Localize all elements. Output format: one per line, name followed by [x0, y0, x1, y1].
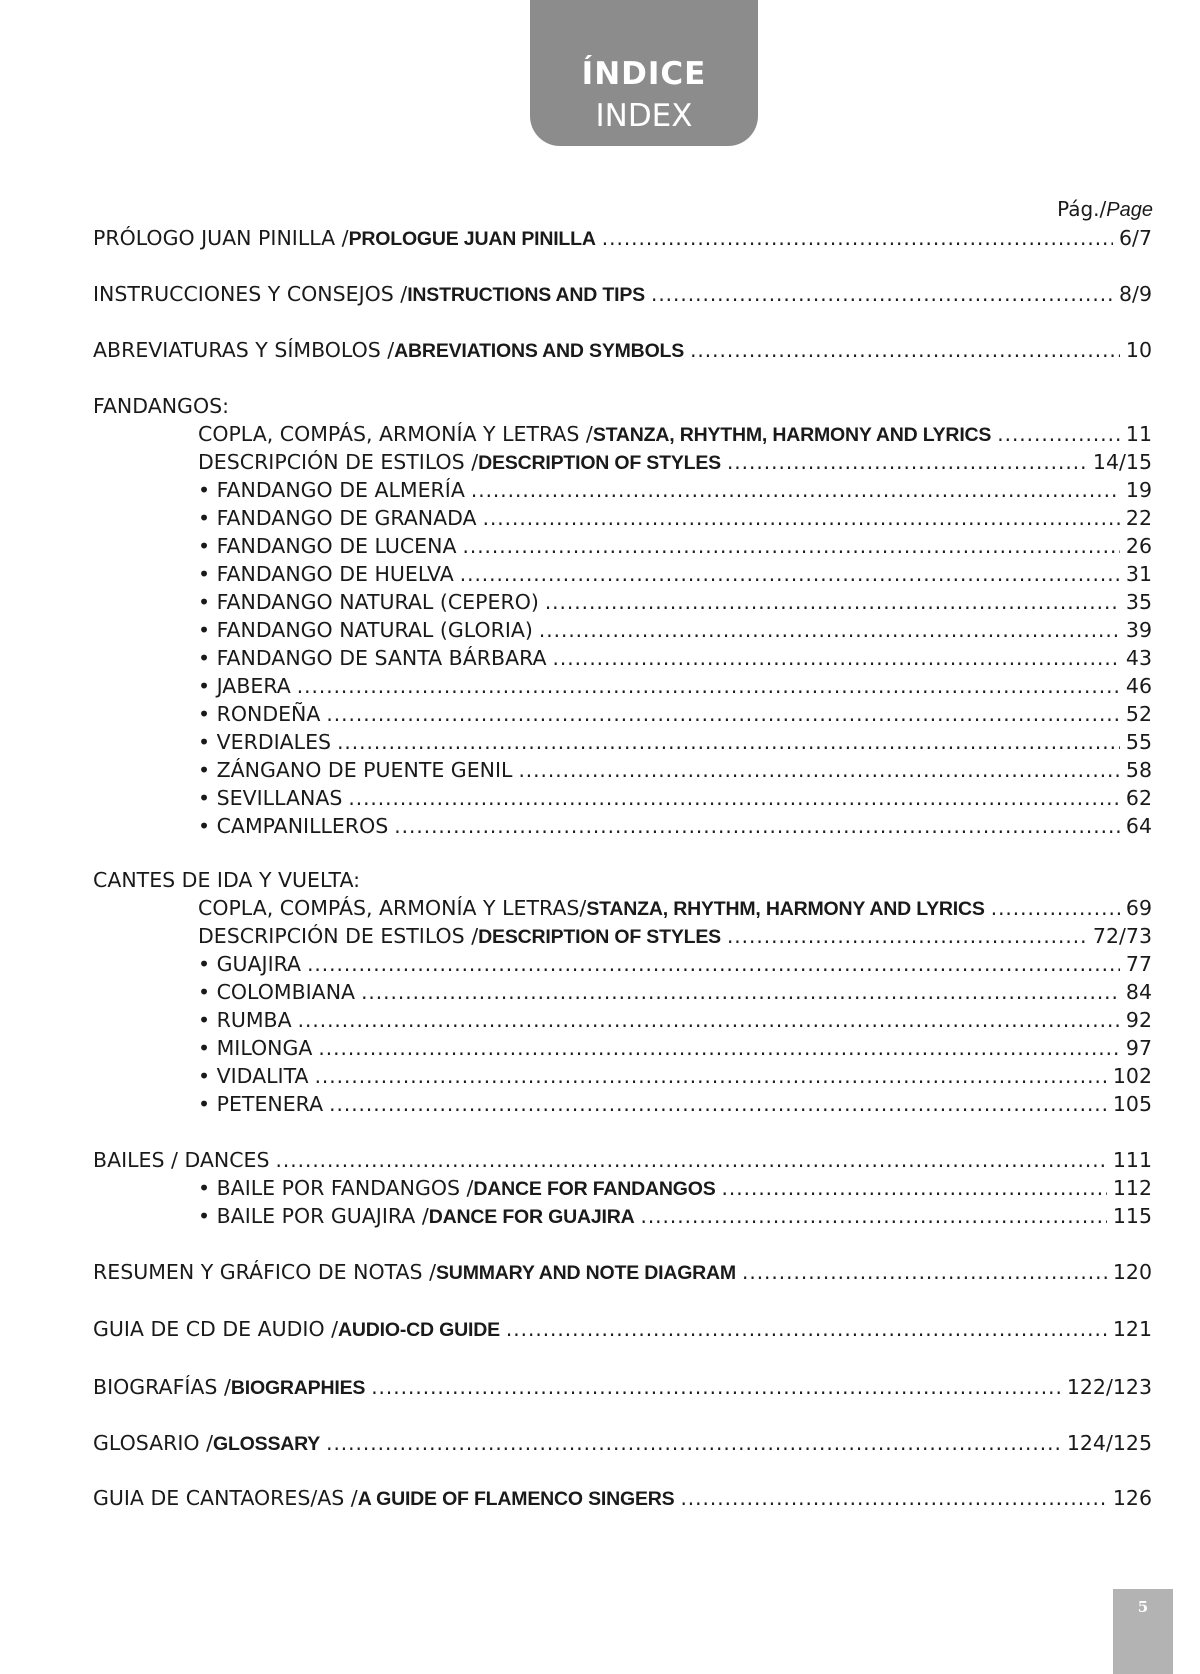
- toc-entry-fandango-granada[interactable]: [198, 504, 1152, 532]
- entry-page-number: 121: [1112, 1317, 1152, 1341]
- dot-leader: [276, 1146, 1107, 1174]
- entry-label-es: GLOSARIO /: [93, 1431, 213, 1455]
- entry-label-es: INSTRUCCIONES Y CONSEJOS /: [93, 282, 408, 306]
- entry-page-number: 35: [1125, 590, 1152, 614]
- dot-leader: [361, 978, 1120, 1006]
- entry-page-number: 26: [1125, 534, 1152, 558]
- toc-entry-cantes-copla[interactable]: [198, 894, 1152, 922]
- entry-page-number: 31: [1125, 562, 1152, 586]
- toc-entry-zangano[interactable]: [198, 756, 1152, 784]
- entry-page-number: 84: [1125, 980, 1152, 1004]
- toc-entry-vidalita[interactable]: [198, 1062, 1152, 1090]
- entry-page-number: 8/9: [1119, 282, 1152, 306]
- dot-leader: [460, 560, 1120, 588]
- toc-entry-fandango-santa-barbara[interactable]: [198, 644, 1152, 672]
- entry-page-number: 55: [1125, 730, 1152, 754]
- toc-entry-guajira[interactable]: [198, 950, 1152, 978]
- toc-entry-fandango-natural-cepero[interactable]: [198, 588, 1152, 616]
- entry-label-es: DESCRIPCIÓN DE ESTILOS /: [198, 450, 479, 474]
- entry-page-number: 14/15: [1092, 450, 1152, 474]
- entry-label: • RUMBA: [198, 1008, 292, 1032]
- entry-label-en: SUMMARY AND NOTE DIAGRAM: [436, 1262, 736, 1284]
- dot-leader: [518, 756, 1119, 784]
- toc-entry-abreviaturas[interactable]: [93, 336, 1152, 364]
- dot-leader: [539, 616, 1120, 644]
- dot-leader: [680, 1484, 1106, 1512]
- dot-leader: [727, 922, 1087, 950]
- toc-entry-glosario[interactable]: [93, 1429, 1152, 1457]
- dot-leader: [471, 476, 1120, 504]
- entry-label: • MILONGA: [198, 1036, 313, 1060]
- entry-label: • JABERA: [198, 674, 291, 698]
- dot-leader: [371, 1373, 1061, 1401]
- entry-label: • RONDEÑA: [198, 702, 321, 726]
- entry-page-number: 112: [1112, 1176, 1152, 1200]
- entry-label-en: DANCE FOR FANDANGOS: [473, 1178, 716, 1200]
- entry-label-en: ABREVIATIONS AND SYMBOLS: [394, 340, 685, 362]
- entry-label: • FANDANGO DE HUELVA: [198, 562, 454, 586]
- index-header-tab: [530, 0, 758, 146]
- toc-entry-fandango-natural-gloria[interactable]: [198, 616, 1152, 644]
- entry-page-number: 120: [1112, 1260, 1152, 1284]
- entry-label-en: DESCRIPTION OF STYLES: [478, 452, 721, 474]
- entry-label-en: BIOGRAPHIES: [230, 1377, 366, 1399]
- entry-page-number: 39: [1125, 618, 1152, 642]
- entry-page-number: 64: [1125, 814, 1152, 838]
- dot-leader: [348, 784, 1120, 812]
- dot-leader: [298, 1006, 1120, 1034]
- entry-label: BAILES / DANCES: [93, 1148, 270, 1172]
- section-heading-fandangos: FANDANGOS:: [93, 394, 229, 418]
- dot-leader: [307, 950, 1120, 978]
- dot-leader: [329, 1090, 1107, 1118]
- toc-entry-milonga[interactable]: [198, 1034, 1152, 1062]
- entry-page-number: 102: [1112, 1064, 1152, 1088]
- dot-leader: [545, 588, 1120, 616]
- toc-entry-petenera[interactable]: [198, 1090, 1152, 1118]
- entry-label-es: GUIA DE CD DE AUDIO /: [93, 1317, 339, 1341]
- dot-leader: [690, 336, 1120, 364]
- entry-label-es: DESCRIPCIÓN DE ESTILOS /: [198, 924, 479, 948]
- toc-entry-instrucciones[interactable]: [93, 280, 1152, 308]
- toc-entry-sevillanas[interactable]: [198, 784, 1152, 812]
- page-column-label: [1057, 196, 1153, 223]
- entry-page-number: 19: [1125, 478, 1152, 502]
- toc-entry-verdiales[interactable]: [198, 728, 1152, 756]
- entry-page-number: 115: [1112, 1204, 1152, 1228]
- entry-page-number: 46: [1125, 674, 1152, 698]
- entry-page-number: 77: [1125, 952, 1152, 976]
- entry-label-en: AUDIO-CD GUIDE: [338, 1319, 500, 1341]
- toc-entry-baile-guajira[interactable]: [198, 1202, 1152, 1230]
- entry-label: • COLOMBIANA: [198, 980, 356, 1004]
- entry-label: • FANDANGO DE LUCENA: [198, 534, 457, 558]
- entry-page-number: 72/73: [1092, 924, 1152, 948]
- entry-label: • VIDALITA: [198, 1064, 309, 1088]
- toc-entry-fandangos-copla[interactable]: [198, 420, 1152, 448]
- entry-label-en: STANZA, RHYTHM, HARMONY AND LYRICS: [586, 898, 985, 920]
- dot-leader: [318, 1034, 1119, 1062]
- entry-label: • VERDIALES: [198, 730, 332, 754]
- toc-entry-rumba[interactable]: [198, 1006, 1152, 1034]
- entry-page-number: 62: [1125, 786, 1152, 810]
- entry-page-number: 58: [1125, 758, 1152, 782]
- entry-label: • CAMPANILLEROS: [198, 814, 389, 838]
- dot-leader: [991, 894, 1120, 922]
- entry-label: • FANDANGO NATURAL (CEPERO): [198, 590, 539, 614]
- toc-entry-campanilleros[interactable]: [198, 812, 1152, 840]
- dot-leader: [553, 644, 1120, 672]
- entry-label: • GUAJIRA: [198, 952, 302, 976]
- page-label-es: Pág./: [1057, 197, 1107, 221]
- dot-leader: [506, 1315, 1107, 1343]
- entry-page-number: 92: [1125, 1008, 1152, 1032]
- dot-leader: [337, 728, 1120, 756]
- dot-leader: [315, 1062, 1107, 1090]
- entry-page-number: 69: [1125, 896, 1152, 920]
- entry-page-number: 105: [1112, 1092, 1152, 1116]
- entry-label-es: BIOGRAFÍAS /: [93, 1375, 231, 1399]
- entry-label: • ZÁNGANO DE PUENTE GENIL: [198, 758, 513, 782]
- entry-label-en: STANZA, RHYTHM, HARMONY AND LYRICS: [592, 424, 992, 446]
- toc-entry-cantes-descripcion[interactable]: [198, 922, 1152, 950]
- entry-page-number: 97: [1125, 1036, 1152, 1060]
- entry-label-es: PRÓLOGO JUAN PINILLA /: [93, 226, 349, 250]
- entry-label-es: • BAILE POR GUAJIRA /: [198, 1204, 429, 1228]
- entry-label-en: A GUIDE OF FLAMENCO SINGERS: [357, 1488, 675, 1510]
- entry-page-number: 43: [1125, 646, 1152, 670]
- toc-entry-jabera[interactable]: [198, 672, 1152, 700]
- entry-page-number: 111: [1112, 1148, 1152, 1172]
- entry-page-number: 10: [1125, 338, 1152, 362]
- index-title-es: ÍNDICE: [581, 56, 707, 92]
- entry-label-es: COPLA, COMPÁS, ARMONÍA Y LETRAS /: [198, 422, 593, 446]
- dot-leader: [394, 812, 1120, 840]
- dot-leader: [722, 1174, 1107, 1202]
- toc-entry-fandango-almeria[interactable]: [198, 476, 1152, 504]
- toc-entry-colombiana[interactable]: [198, 978, 1152, 1006]
- toc-entry-rondena[interactable]: [198, 700, 1152, 728]
- entry-page-number: 124/125: [1066, 1431, 1152, 1455]
- entry-label-en: INSTRUCTIONS AND TIPS: [407, 284, 645, 306]
- entry-page-number: 52: [1125, 702, 1152, 726]
- entry-label: • SEVILLANAS: [198, 786, 343, 810]
- entry-page-number: 122/123: [1066, 1375, 1152, 1399]
- entry-label: • FANDANGO DE GRANADA: [198, 506, 477, 530]
- entry-label-en: DANCE FOR GUAJIRA: [428, 1206, 635, 1228]
- dot-leader: [727, 448, 1087, 476]
- toc-entry-baile-fandangos[interactable]: [198, 1174, 1152, 1202]
- toc-entry-fandangos-descripcion[interactable]: [198, 448, 1152, 476]
- toc-entry-prologo[interactable]: [93, 224, 1152, 252]
- entry-label-en: GLOSSARY: [212, 1433, 321, 1455]
- entry-label-en: PROLOGUE JUAN PINILLA: [348, 228, 596, 250]
- page-number: 5: [1137, 1598, 1149, 1616]
- entry-label-es: ABREVIATURAS Y SÍMBOLOS /: [93, 338, 395, 362]
- entry-label: • PETENERA: [198, 1092, 324, 1116]
- toc-entry-biografias[interactable]: [93, 1373, 1152, 1401]
- dot-leader: [997, 420, 1120, 448]
- entry-label-es: RESUMEN Y GRÁFICO DE NOTAS /: [93, 1260, 436, 1284]
- dot-leader: [297, 672, 1120, 700]
- toc-entry-fandango-huelva[interactable]: [198, 560, 1152, 588]
- page-number-box: [1113, 1589, 1173, 1674]
- entry-page-number: 6/7: [1119, 226, 1152, 250]
- toc-entry-fandango-lucena[interactable]: [198, 532, 1152, 560]
- toc-entry-guia-cd[interactable]: [93, 1315, 1152, 1343]
- toc-entry-resumen[interactable]: [93, 1258, 1152, 1286]
- toc-entry-bailes[interactable]: [93, 1146, 1152, 1174]
- dot-leader: [326, 1429, 1061, 1457]
- entry-label-es: COPLA, COMPÁS, ARMONÍA Y LETRAS/: [198, 896, 587, 920]
- dot-leader: [462, 532, 1119, 560]
- entry-label: • FANDANGO DE SANTA BÁRBARA: [198, 646, 547, 670]
- dot-leader: [602, 224, 1113, 252]
- dot-leader: [651, 280, 1113, 308]
- entry-page-number: 11: [1125, 422, 1152, 446]
- entry-label: • FANDANGO NATURAL (GLORIA): [198, 618, 533, 642]
- index-title-en: INDEX: [595, 98, 693, 134]
- page-label-en: Page: [1106, 199, 1153, 221]
- entry-label: • FANDANGO DE ALMERÍA: [198, 478, 465, 502]
- entry-page-number: 126: [1112, 1486, 1152, 1510]
- section-heading-cantes: CANTES DE IDA Y VUELTA:: [93, 868, 361, 892]
- dot-leader: [742, 1258, 1107, 1286]
- dot-leader: [640, 1202, 1106, 1230]
- entry-page-number: 22: [1125, 506, 1152, 530]
- toc-entry-guia-cantaores[interactable]: [93, 1484, 1152, 1512]
- entry-label-en: DESCRIPTION OF STYLES: [478, 926, 721, 948]
- dot-leader: [483, 504, 1120, 532]
- entry-label-es: • BAILE POR FANDANGOS /: [198, 1176, 474, 1200]
- dot-leader: [326, 700, 1119, 728]
- entry-label-es: GUIA DE CANTAORES/AS /: [93, 1486, 358, 1510]
